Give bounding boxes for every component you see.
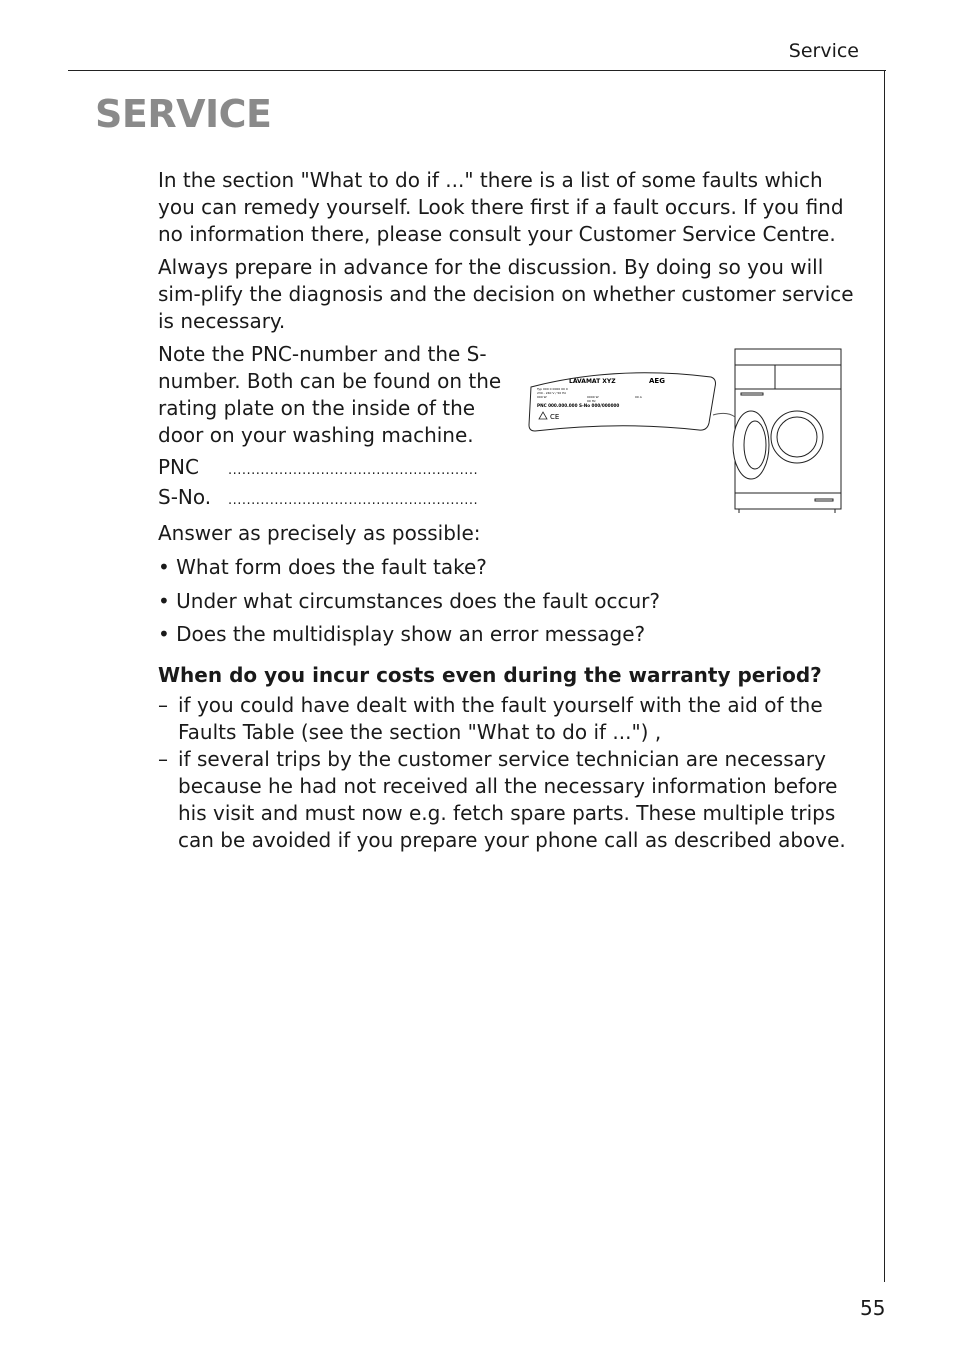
page-title: SERVICE [95,92,272,136]
pnc-field [158,455,478,479]
rating-plate-brand: AEG [649,377,665,385]
warranty-item-text: if you could have dealt with the fault yourself with the aid of the Faults Table (see the section "What to do if ...") , [178,693,823,744]
ce-mark-icon: CE [550,413,560,421]
side-rule [884,70,885,1282]
header-rule [68,70,886,71]
rating-plate-line2: 230 - 240 V / 50 Hz [537,391,566,395]
rating-plate-right1: 0000 W [587,395,599,399]
warranty-heading: When do you incur costs even during the warranty period? [158,663,822,687]
intro-paragraph: In the section "What to do if ..." there is a list of some faults which you can remedy yourself. Look there first if a fault occurs. If you find no information there, please consult your Customer Service Centre. [158,168,844,246]
rating-plate-model: LAVAMAT XYZ [569,378,616,385]
running-header: Service [788,40,859,62]
dash-mark: – [158,693,168,717]
sno-field [158,485,478,509]
question-item: • Under what circumstances does the fault occur? [158,589,660,613]
washing-machine-illustration [525,345,850,520]
warranty-item [158,746,860,854]
page-number: 55 [860,1296,886,1320]
sno-label: S-No. [158,485,212,509]
warranty-item-text: if several trips by the customer service technician are necessary because he had not received all the necessary information before his visit and must now e.g. fetch spare parts. These multiple trips can be avoided if you prepare your phone call as described above. [178,747,846,852]
warranty-item [158,692,860,746]
rating-plate-right3: 00 Hz [587,399,596,403]
washing-machine [713,349,841,513]
pnc-dots: ...................................................... [228,463,479,478]
question-item: • What form does the fault take? [158,555,487,579]
rating-plate-line1: Typ 000 0 0000 00 0 [537,387,568,391]
dash-mark: – [158,747,168,771]
pnc-label: PNC [158,455,199,479]
note-paragraph: Note the PNC-number and the S-number. Both can be found on the rating plate on the inside of the door on your washing machine. [158,342,502,447]
rating-plate-pnc: PNC 000.000.000 S-No 000/000000 [537,403,620,408]
prepare-paragraph: Always prepare in advance for the discussion. By doing so you will sim-plify the diagnosis and the decision on whether customer service is necessary. [158,255,854,333]
question-item: • Does the multidisplay show an error message? [158,622,646,646]
sno-dots: ...................................................... [228,493,479,508]
answer-intro: Answer as precisely as possible: [158,521,481,545]
rating-plate-line3: 000 W [537,395,547,399]
rating-plate-right2: 00 A [635,395,642,399]
rating-plate [529,373,716,431]
